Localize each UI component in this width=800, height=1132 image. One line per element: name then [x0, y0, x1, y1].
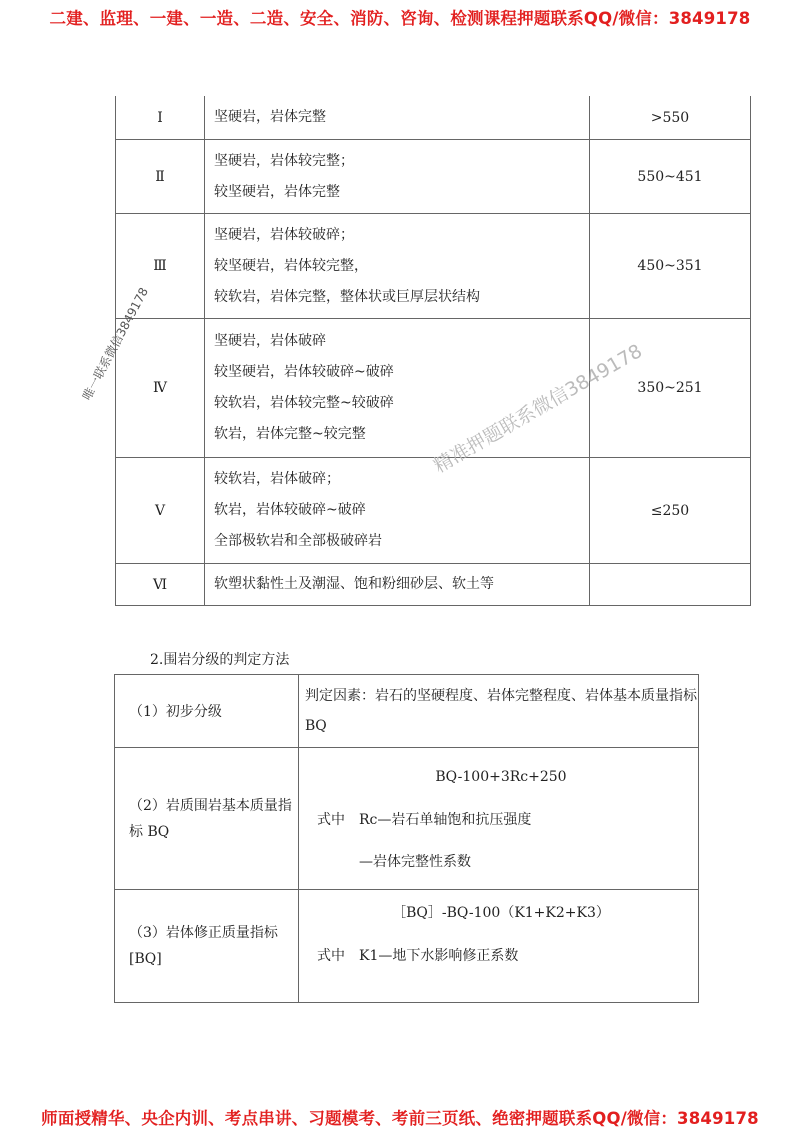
classification-method-table	[114, 674, 699, 1003]
description-line: 软岩，岩体较破碎~破碎	[214, 502, 366, 518]
description-line: 坚硬岩，岩体较完整；	[214, 152, 354, 169]
footer-banner: 师面授精华、央企内训、考点串讲、习题模考、考前三页纸、绝密押题联系QQ/微信：3849178	[41, 1109, 759, 1128]
description-cell	[205, 214, 590, 319]
table-row	[116, 96, 751, 140]
table-row	[116, 564, 751, 606]
section-title: 2.围岩分级的判定方法	[150, 652, 290, 668]
description-line: 较软岩，岩体破碎；	[214, 471, 340, 487]
description-line: 坚硬岩，岩体较破碎；	[214, 226, 354, 243]
bq-cell: ≤250	[590, 458, 751, 564]
formula-note: 式中 Rc—岩石单轴饱和抗压强度	[317, 811, 532, 828]
grade-cell: Ⅰ	[116, 96, 205, 140]
description-cell	[205, 458, 590, 564]
grade-cell: Ⅴ	[116, 458, 205, 564]
description-line: 软岩，岩体完整~较完整	[214, 426, 366, 442]
watermark-left: 唯一联系微信3849178	[79, 285, 152, 403]
table-row	[116, 458, 751, 564]
method-content	[299, 748, 699, 890]
rock-grade-table	[115, 96, 751, 606]
description-cell	[205, 564, 590, 606]
grade-cell: Ⅲ	[116, 214, 205, 319]
method-content	[299, 675, 699, 748]
corrected-bq-formula: ［BQ］-BQ-100（K1+K2+K3）	[392, 905, 610, 921]
method-content	[299, 890, 699, 1003]
table-row	[116, 214, 751, 319]
description-line: 坚硬岩，岩体破碎	[214, 333, 326, 349]
method-label: （1）初步分级	[115, 675, 299, 748]
formula-note: 式中 K1—地下水影响修正系数	[317, 948, 519, 964]
bq-cell: 350~251	[590, 319, 751, 458]
description-line: 较坚硬岩，岩体较完整，	[214, 257, 368, 274]
description-cell	[205, 140, 590, 214]
method-label: （3）岩体修正质量指标[BQ]	[115, 890, 299, 1003]
bq-cell	[590, 564, 751, 606]
table-row	[116, 319, 751, 458]
table-row	[115, 675, 699, 748]
grade-cell: Ⅳ	[116, 319, 205, 458]
bq-formula: BQ-100+3Rc+250	[435, 768, 567, 785]
description-cell	[205, 96, 590, 140]
description-line: 较坚硬岩，岩体完整	[214, 183, 340, 200]
method-label: （2）岩质围岩基本质量指标 BQ	[115, 748, 299, 890]
description-cell	[205, 319, 590, 458]
description-line: 较软岩，岩体较完整~较破碎	[214, 395, 394, 411]
description-line: 较坚硬岩，岩体较破碎~破碎	[214, 364, 394, 380]
formula-note: —岩体完整性系数	[359, 853, 471, 870]
table-row	[115, 748, 699, 890]
table-row	[116, 140, 751, 214]
bq-cell: >550	[590, 96, 751, 140]
table-row	[115, 890, 699, 1003]
header-banner: 二建、监理、一建、一造、二造、安全、消防、咨询、检测课程押题联系QQ/微信：3849178	[49, 9, 751, 28]
bq-cell: 450~351	[590, 214, 751, 319]
grade-cell: Ⅵ	[116, 564, 205, 606]
method-text: 判定因素：岩石的坚硬程度、岩体完整程度、岩体基本质量指标BQ	[305, 688, 697, 734]
description-line: 软塑状黏性土及潮湿、饱和粉细砂层、软土等	[214, 576, 494, 592]
bq-cell: 550~451	[590, 140, 751, 214]
watermark-center: 精准押题联系微信3849178	[430, 340, 646, 478]
grade-cell: Ⅱ	[116, 140, 205, 214]
description-line: 全部极软岩和全部极破碎岩	[214, 533, 382, 549]
description-line: 较软岩，岩体完整，整体状或巨厚层状结构	[214, 288, 480, 305]
description-line: 坚硬岩，岩体完整	[214, 109, 326, 125]
